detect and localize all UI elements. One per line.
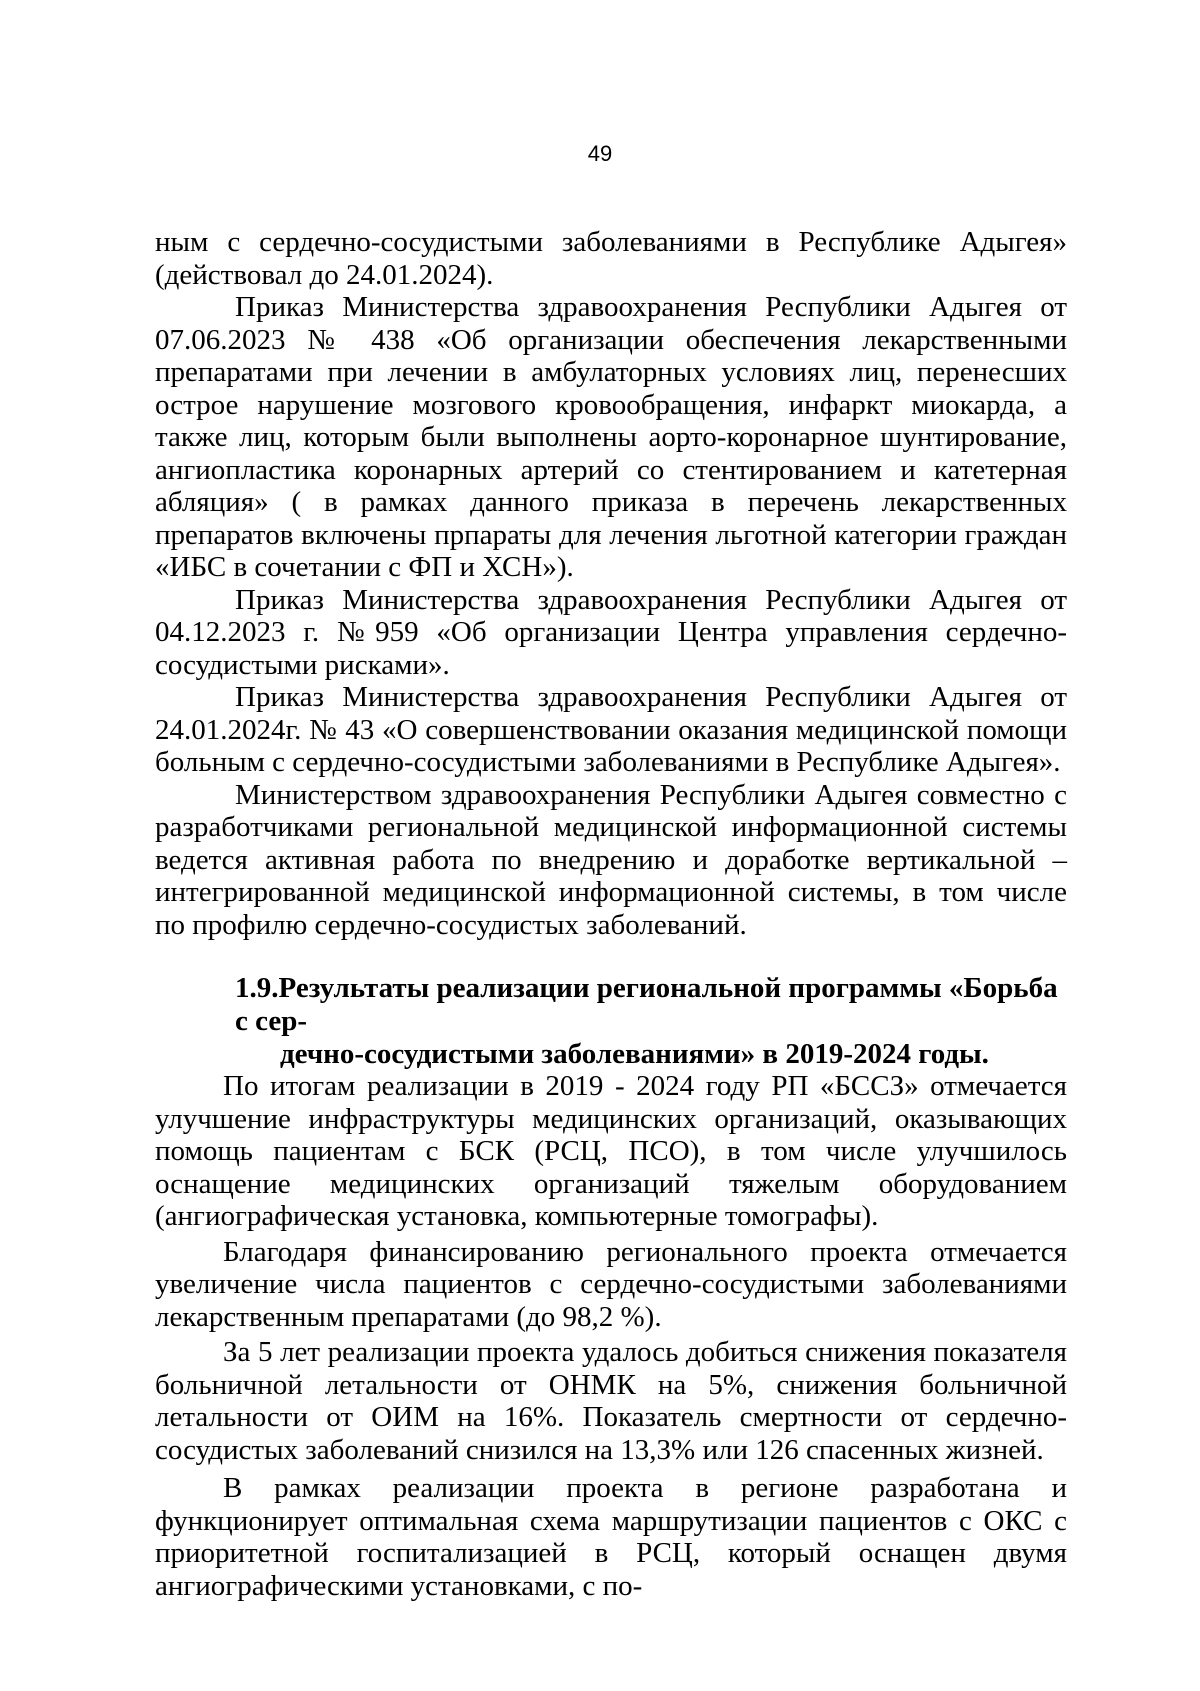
text-block-orders — [155, 226, 1067, 941]
paragraph-mortality: За 5 лет реализации проекта удалось добиться снижения показателя больничной летальности от ОНМК на 5%, снижения больничной летальности от ОИМ на 16%. Показатель смертности от сердечно-сосудистых заболеваний снизился на 13,3% или 126 спасенных жизней. — [155, 1336, 1067, 1466]
page-number: 49 — [587, 141, 613, 166]
paragraph-continuation: ным с сердечно-сосудистыми заболеваниями в Республике Адыгея» (действовал до 24.01.2024). — [155, 226, 1067, 291]
text-block-results — [155, 1070, 1067, 1605]
section-heading-line-2: дечно-сосудистыми заболеваниями» в 2019-2024 годы. — [280, 1038, 989, 1070]
paragraph-financing: Благодаря финансированию регионального проекта отмечается увеличение числа пациентов с сердечно-сосудистыми заболеваниями лекарственным препаратами (до 98,2 %). — [155, 1235, 1067, 1333]
section-heading-line-1: 1.9.Результаты реализации региональной программы «Борьба с сер- — [235, 972, 1058, 1037]
paragraph-routing: В рамках реализации проекта в регионе разработана и функционирует оптимальная схема маршрутизации пациентов с ОКС с приоритетной госпитализацией в РСЦ, который оснащен двумя ангиографическими установками, с по- — [155, 1472, 1067, 1602]
paragraph-infrastructure: По итогам реализации в 2019 - 2024 году РП «БССЗ» отмечается улучшение инфраструктуры медицинских организаций, оказывающих помощь пациентам с БСК (РСЦ, ПСО), в том числе улучшилось оснащение медицинских организаций тяжелым оборудованием (ангиографическая установка, компьютерные томографы). — [155, 1070, 1067, 1232]
paragraph-order-438: Приказ Министерства здравоохранения Республики Адыгея от 07.06.2023 № 438 «Об организации обеспечения лекарственными препаратами при лечении в амбулаторных условиях лиц, перенесших острое нарушение мозгового кровообращения, инфаркт миокарда, а также лиц, которым были выполнены аорто-коронарное шунтирование, ангиопластика коронарных артерий со стентированием и катетерная абляция» ( в рамках данного приказа в перечень лекарственных препаратов включены прпараты для лечения льготной категории граждан «ИБС в сочетании с ФП и ХСН»). — [155, 291, 1067, 583]
paragraph-order-959: Приказ Министерства здравоохранения Республики Адыгея от 04.12.2023 г. №959 «Об организации Центра управления сердечно-сосудистыми рисками». — [155, 583, 1067, 681]
paragraph-order-43: Приказ Министерства здравоохранения Республики Адыгея от 24.01.2024г. № 43 «О совершенствовании оказания медицинской помощи больным с сердечно-сосудистыми заболеваниями в Республике Адыгея». — [155, 681, 1067, 778]
paragraph-information-system: Министерством здравоохранения Республики Адыгея совместно с разработчиками региональной медицинской информационной системы ведется активная работа по внедрению и доработке вертикальной –интегрированной медицинской информационной системы, в том числе по профилю сердечно-сосудистых заболеваний. — [155, 778, 1067, 941]
section-heading — [155, 972, 1067, 1071]
